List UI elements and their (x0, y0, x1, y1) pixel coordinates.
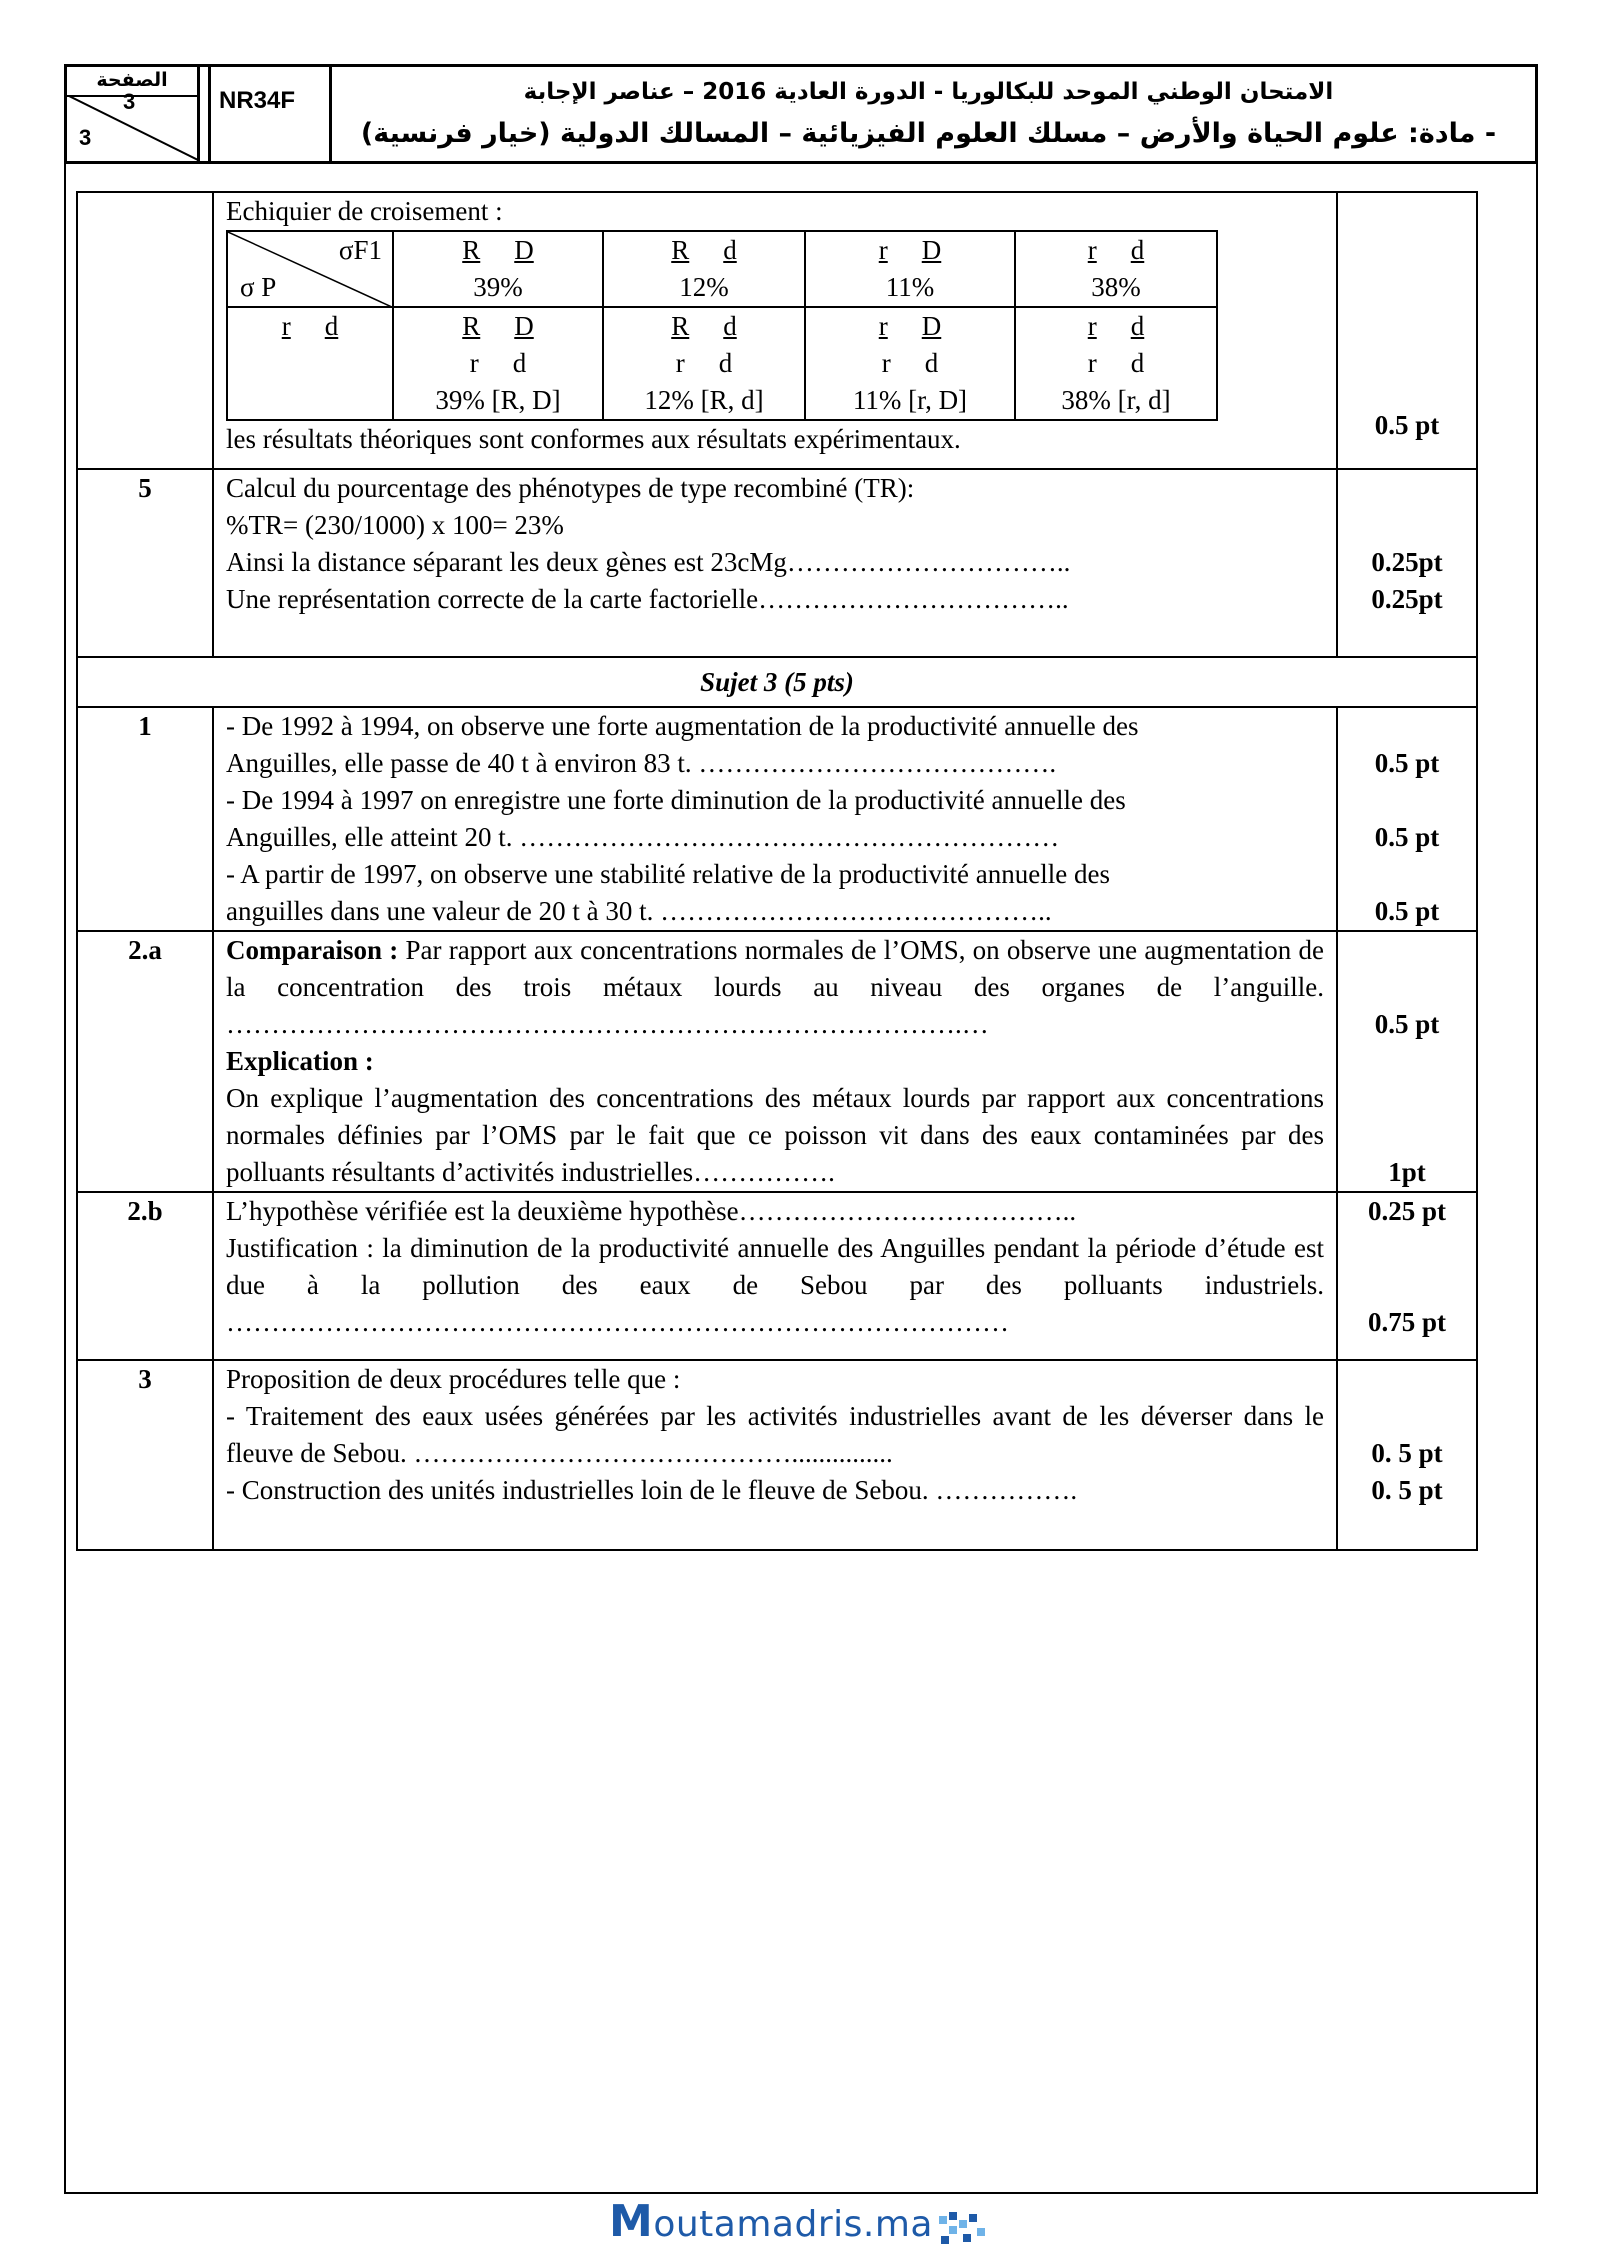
question-number: 3 (77, 1360, 213, 1550)
comparison-paragraph: Comparaison : Par rapport aux concentrations normales de l’OMS, on observe une augmentation de la concentration des trois métaux lourds au niveau des organes de l’anguille. ……………………………………………………………………….… (226, 935, 1324, 1039)
exam-code: NR34F (219, 87, 296, 114)
points: 0.5 pt (1337, 192, 1477, 469)
question-number: 2.a (77, 931, 213, 1192)
points: 0. 5 pt (1371, 1438, 1443, 1468)
justification-paragraph: Justification : la diminution de la productivité annuelle des Anguilles pendant la période d’étude est due à la pollution des eaux de Sebou par des polluants industriels. …………………………………………………………………………… (226, 1233, 1324, 1337)
points: 0.25pt (1371, 584, 1443, 614)
gamete-f1: r d 38% (1015, 231, 1217, 307)
row-q5 (77, 469, 1477, 657)
question-number: 1 (77, 707, 213, 931)
row-sujet3 (77, 657, 1477, 707)
text-line: Calcul du pourcentage des phénotypes de type recombiné (TR): (226, 473, 915, 503)
section-title: Sujet 3 (5 pts) (77, 657, 1477, 707)
row-cross (77, 192, 1477, 469)
points: 0.25 pt (1367, 1196, 1446, 1226)
text-line: Ainsi la distance séparant les deux gènes est 23cMg………………………….. (226, 547, 1071, 577)
text-line: Anguilles, elle passe de 40 t à environ 83 t. …………………………………. (226, 748, 1057, 778)
gamete-f1: r D 11% (805, 231, 1015, 307)
cross-grid (226, 230, 1218, 421)
header-title-line1: الامتحان الوطني الموحد للبكالوريا - الدورة العادية 2016 – عناصر الإجابة (523, 79, 1334, 105)
points: 0.5 pt (1374, 822, 1440, 852)
gamete-p: r d (227, 307, 393, 420)
points: 0.25pt (1371, 547, 1443, 577)
page-label: الصفحة (96, 69, 168, 91)
header (64, 64, 1538, 164)
f1-label: σF1 (338, 235, 382, 265)
explanation-paragraph: On explique l’augmentation des concentrations des métaux lourds par rapport aux concentrations normales définies par l’OMS par le fait que ce poisson vit dans des eaux contaminées par des polluants résultants d’activités industrielles……………. (226, 1083, 1324, 1187)
cross-title: Echiquier de croisement : (226, 196, 503, 226)
header-title-line2: - مادة: علوم الحياة والأرض – مسلك العلوم الفيزيائية – المسالك الدولية (خيار فرنسية) (360, 118, 1497, 149)
page-total: 3 (79, 125, 92, 150)
points: 0.5 pt (1374, 1009, 1440, 1039)
row-q2b (77, 1192, 1477, 1360)
logo-pixel-icon (937, 2210, 991, 2254)
text-line: anguilles dans une valeur de 20 t à 30 t. …………………………………….. (226, 896, 1052, 926)
text-line: %TR= (230/1000) x 100= 23% (226, 510, 564, 540)
text-line: - De 1992 à 1994, on observe une forte augmentation de la productivité annuelle des (226, 711, 1139, 741)
text-line: Proposition de deux procédures telle que : (226, 1364, 681, 1394)
cross-cell: r D r d 11% [r, D] (805, 307, 1015, 420)
cross-corner (227, 231, 393, 307)
gamete-f1: R D 39% (393, 231, 603, 307)
exam-code-box (208, 67, 332, 161)
text-line: - Traitement des eaux usées générées par les activités industrielles avant de les déverser dans le fleuve de Sebou. ……………………………………............... (226, 1401, 1324, 1468)
text-line: Une représentation correcte de la carte factorielle…………………………….. (226, 584, 1069, 614)
points: 1pt (1388, 1157, 1426, 1187)
cross-cell: R d r d 12% [R, d] (603, 307, 805, 420)
explanation-label: Explication : (226, 1046, 374, 1076)
header-title (342, 71, 1515, 155)
gamete-f1: R d 12% (603, 231, 805, 307)
cross-cell: R D r d 39% [R, D] (393, 307, 603, 420)
text-line: - De 1994 à 1997 on enregistre une forte diminution de la productivité annuelle des (226, 785, 1126, 815)
points: 0.75 pt (1367, 1307, 1446, 1337)
row-q2a (77, 931, 1477, 1192)
question-number: 2.b (77, 1192, 213, 1360)
cross-conclusion: les résultats théoriques sont conformes aux résultats expérimentaux. (226, 424, 961, 454)
text-line: L’hypothèse vérifiée est la deuxième hypothèse……………………………….. (226, 1196, 1077, 1226)
cross-cell: r d r d 38% [r, d] (1015, 307, 1217, 420)
site-logo[interactable]: Moutamadris.ma (609, 2196, 933, 2247)
p-label: σ P (240, 272, 277, 302)
page-current: 3 (123, 89, 136, 114)
points: 0. 5 pt (1371, 1475, 1443, 1505)
text-line: - A partir de 1997, on observe une stabilité relative de la productivité annuelle des (226, 859, 1110, 889)
text-line: - Construction des unités industrielles loin de le fleuve de Sebou. ……………. (226, 1475, 1078, 1505)
row-q3 (77, 1360, 1477, 1550)
row-q1 (77, 707, 1477, 931)
page-number-box (67, 67, 200, 161)
points: 0.5 pt (1374, 896, 1440, 926)
answer-table (76, 191, 1478, 1551)
question-number: 5 (77, 469, 213, 657)
text-line: Anguilles, elle atteint 20 t. …………………………………………………… (226, 822, 1060, 852)
points: 0.5 pt (1374, 748, 1440, 778)
footer (0, 2196, 1600, 2256)
